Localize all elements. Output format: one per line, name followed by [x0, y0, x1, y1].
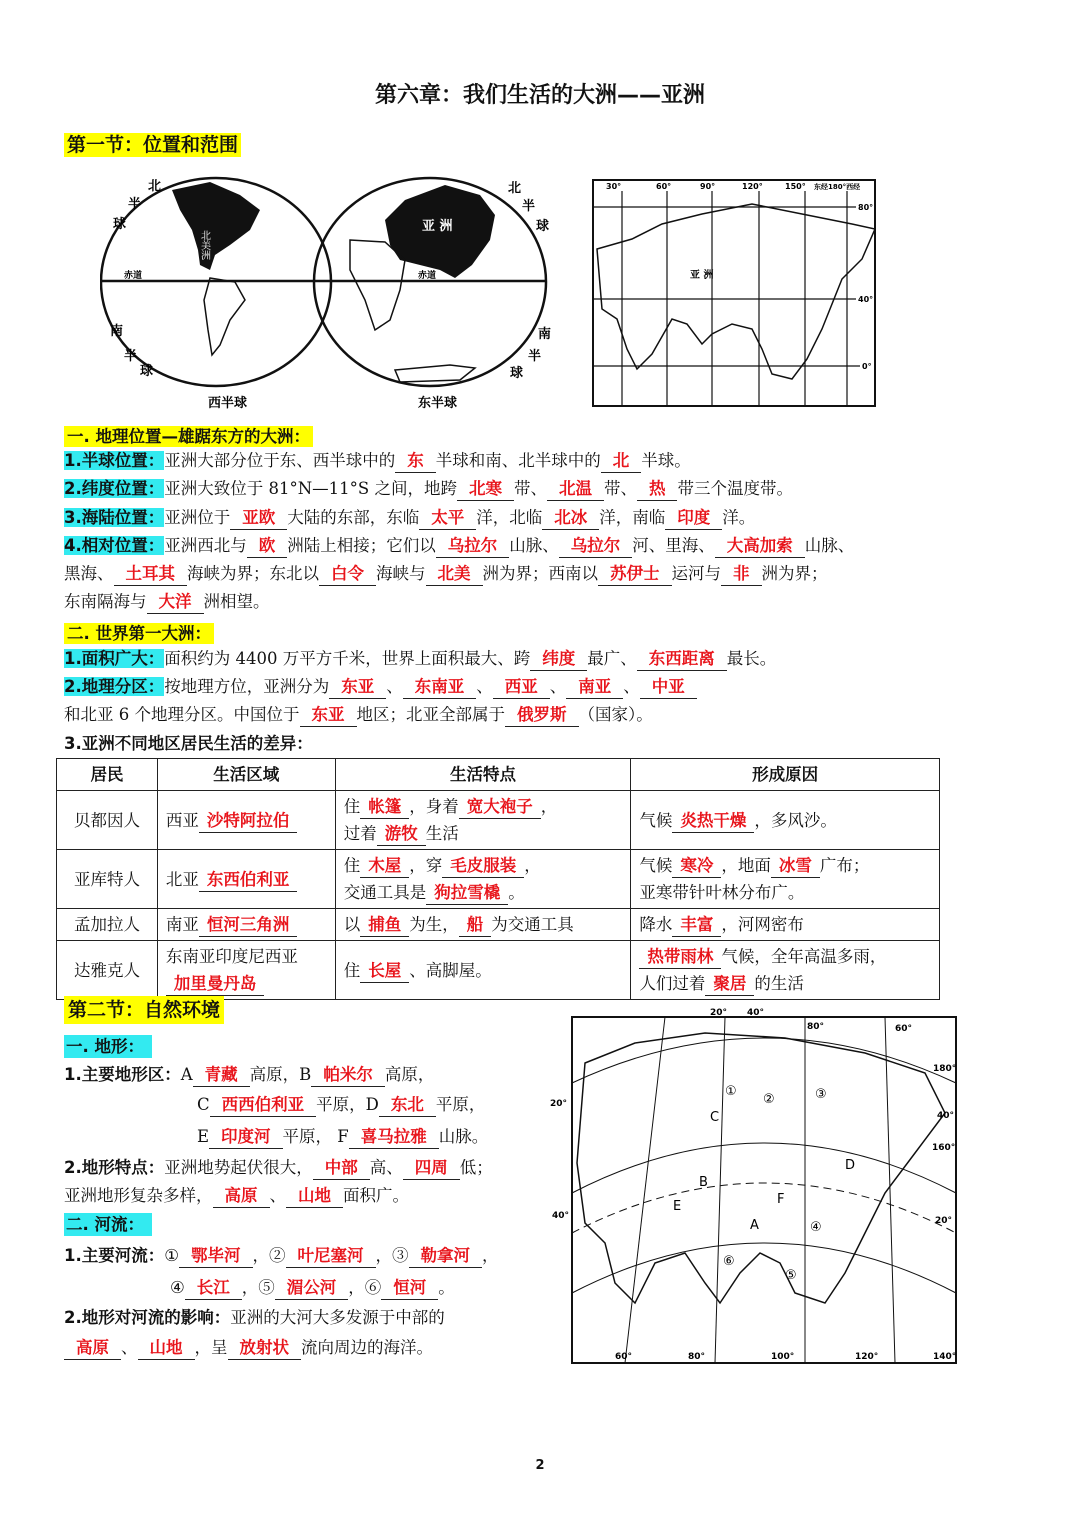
answer-blank: 欧 [247, 535, 288, 558]
grid-right-1: 40° [858, 295, 874, 304]
map-letter-c: C [710, 1110, 720, 1125]
resident-name: 贝都因人 [57, 791, 158, 850]
answer-blank: 叶尼塞河 [286, 1245, 376, 1268]
item-label: 1.主要地形区： [64, 1065, 181, 1084]
living-region [157, 850, 335, 909]
answer-blank: 印度河 [209, 1126, 283, 1149]
text: ，穿 [409, 856, 443, 875]
answer-blank: 聚居 [705, 973, 754, 996]
answer-blank: 西西伯利亚 [210, 1094, 317, 1117]
text: 、高脚屋。 [409, 960, 492, 980]
grid-right-2: 0° [862, 362, 872, 371]
map-river-6: ⑥ [723, 1254, 735, 1269]
answer-blank: 寒冷 [672, 855, 721, 878]
east-hemisphere-caption: 东半球 [418, 396, 458, 411]
answer-blank: 炎热干燥 [672, 810, 754, 833]
map-bottom-4: 140° [933, 1352, 957, 1362]
text: 、 [386, 677, 403, 696]
map-right-1: 40° [937, 1111, 955, 1121]
text-line [197, 1124, 488, 1150]
table-header-row [57, 759, 940, 791]
answer-blank: 帐篷 [360, 796, 409, 819]
text-line [64, 674, 697, 700]
text: ，身着 [409, 797, 459, 816]
grid-top-2: 90° [700, 182, 716, 191]
item-label: 2.地形特点： [64, 1158, 165, 1177]
map-bottom-3: 120° [855, 1352, 879, 1362]
answer-blank: 木屋 [360, 855, 409, 878]
table-row [57, 941, 940, 1000]
text: 、 [549, 677, 567, 696]
header-region: 生活区域 [157, 759, 335, 791]
north-hemi-e1: 北 [508, 181, 522, 196]
item-label: 1.主要河流： [64, 1246, 165, 1265]
answer-blank: 北 [601, 450, 642, 473]
answer-blank: 纬度 [530, 648, 587, 671]
text: 洋，南临 [599, 508, 666, 527]
text: 交通工具是 [343, 883, 427, 902]
answer-blank: 东北 [379, 1094, 436, 1117]
map-left-1: 40° [552, 1211, 570, 1221]
text: 半球。 [641, 451, 691, 470]
asia-terrain-map [545, 1003, 965, 1365]
text: 洲相望。 [203, 592, 270, 611]
map-river-4: ④ [810, 1220, 822, 1235]
text: 南亚 [165, 915, 199, 934]
answer-blank: 南亚 [566, 676, 623, 699]
text: 海峡为界；东北以 [187, 564, 319, 583]
answer-blank: 喜马拉雅 [349, 1126, 439, 1149]
answer-blank: 东 [395, 450, 436, 473]
map-bottom-2: 100° [771, 1352, 795, 1362]
answer-blank: 高原 [213, 1185, 270, 1208]
answer-blank: 山地 [138, 1337, 195, 1360]
text: 山脉、 [804, 536, 855, 555]
north-hemi-w3: 球 [113, 217, 127, 232]
answer-blank: 东亚 [300, 704, 357, 727]
grid-top-3: 120° [742, 182, 763, 191]
text-line [64, 1062, 434, 1088]
map-bottom-0: 60° [615, 1352, 633, 1362]
answer-blank: 游牧 [377, 823, 426, 846]
text: 低； [459, 1158, 493, 1177]
text: 洲为界；西南以 [482, 564, 598, 583]
answer-blank: 东西距离 [637, 648, 727, 671]
grid-right-0: 80° [858, 203, 874, 212]
answer-blank: 加里曼丹岛 [166, 973, 265, 996]
answer-blank: 恒河 [381, 1277, 438, 1300]
north-hemi-w2: 半 [128, 197, 142, 212]
text: 。 [508, 883, 525, 902]
resident-name: 亚库特人 [57, 850, 158, 909]
south-hemi-e2: 半 [528, 349, 542, 364]
map-river-3: ③ [815, 1087, 827, 1102]
text: 河、里海、 [632, 536, 715, 555]
text: 和北亚 6 个地理分区。中国位于 [64, 705, 300, 724]
map-right-0: 180° [933, 1064, 957, 1074]
africa-shape [350, 240, 405, 330]
answer-blank: 捕鱼 [360, 914, 409, 937]
text-line [170, 1275, 455, 1301]
text: 带、 [603, 479, 637, 498]
text: 东南亚印度尼西亚 [165, 947, 298, 966]
text: 、 [623, 677, 640, 696]
part2-heading: 二. 世界第一大洲： [64, 623, 214, 644]
text: 住 [343, 856, 361, 875]
text: 人们过着 [639, 974, 706, 993]
answer-blank: 鄂毕河 [179, 1245, 253, 1268]
text: 平原，D [316, 1095, 379, 1114]
answer-blank: 冰雪 [771, 855, 820, 878]
text-line [64, 448, 691, 474]
answer-blank: 毛皮服装 [442, 855, 524, 878]
south-hemi-e1: 南 [538, 327, 552, 342]
answer-blank: 北冰 [542, 507, 599, 530]
text: A [180, 1065, 193, 1084]
text-line [64, 505, 755, 531]
text: ，河网密布 [721, 915, 804, 934]
text: 广布； [819, 856, 870, 875]
answer-blank: 船 [459, 914, 492, 937]
text: 降水 [639, 915, 673, 934]
text: ， [482, 1246, 499, 1265]
text: 高、 [369, 1158, 403, 1177]
table-row [57, 850, 940, 909]
text-line [197, 1092, 485, 1118]
text: 气候 [639, 810, 673, 830]
text: ， [524, 856, 541, 875]
asia-map-label: 亚 洲 [690, 270, 714, 281]
text: 、 [269, 1186, 286, 1205]
text: ， [540, 797, 558, 816]
answer-blank: 长屋 [360, 960, 409, 983]
text: 运河与 [671, 564, 721, 583]
text: 气候，全年高温多雨， [721, 947, 887, 966]
text: 、 [121, 1338, 138, 1357]
north-hemi-w1: 北 [148, 179, 162, 194]
text-line [64, 702, 653, 728]
asia-label: 亚 洲 [422, 219, 453, 234]
south-hemi-w1: 南 [110, 324, 124, 339]
equator-label-west: 赤道 [124, 271, 143, 281]
text-line [64, 646, 776, 672]
text: 以 [343, 915, 361, 934]
text: 带三个温度带。 [677, 479, 793, 498]
text: 高原， [384, 1065, 435, 1084]
map-letter-f: F [777, 1192, 785, 1207]
item-label: 1.面积广大： [64, 649, 165, 668]
text: ，多风沙。 [754, 810, 837, 830]
south-america-shape [204, 278, 245, 355]
text: 。 [438, 1278, 455, 1297]
text: C [197, 1095, 210, 1114]
text: 住 [343, 797, 361, 816]
answer-blank: 太平 [419, 507, 476, 530]
text: ① [164, 1246, 180, 1265]
answer-blank: 长江 [185, 1277, 242, 1300]
map-top-1: 40° [747, 1008, 765, 1018]
text: 、 [476, 677, 493, 696]
text: ，⑤ [241, 1278, 275, 1297]
map-letter-e: E [673, 1199, 682, 1214]
terrain-heading: 一. 地形： [64, 1035, 152, 1058]
answer-blank: 东亚 [329, 676, 386, 699]
answer-blank: 宽大袍子 [459, 796, 541, 819]
answer-blank: 勒拿河 [409, 1245, 483, 1268]
text: 亚洲西北与 [164, 536, 247, 555]
item-label: 2.地理分区： [64, 677, 165, 696]
text: 亚洲地势起伏很大， [164, 1158, 313, 1177]
text-line [64, 589, 270, 615]
map-river-5: ⑤ [785, 1268, 797, 1283]
text: ，③ [375, 1246, 409, 1265]
formation-reason [631, 850, 940, 909]
text: 亚洲大致位于 81°N—11°S 之间，地跨 [164, 479, 457, 498]
item-label: 3.海陆位置： [64, 508, 165, 527]
text: ，② [252, 1246, 286, 1265]
text: 过着 [343, 824, 377, 843]
text: ，呈 [194, 1338, 228, 1357]
answer-blank: 乌拉尔 [436, 535, 510, 558]
header-life: 生活特点 [335, 759, 631, 791]
text-line [64, 476, 793, 502]
answer-blank: 北温 [547, 478, 604, 501]
text-line [64, 561, 828, 587]
answer-blank: 热 [637, 478, 678, 501]
text: 最长。 [726, 649, 777, 668]
text-line [64, 533, 854, 559]
answer-blank: 白令 [319, 563, 376, 586]
text: 洋，北临 [476, 508, 543, 527]
living-region [157, 941, 335, 1000]
text: （国家）。 [578, 705, 653, 724]
text: 生活 [425, 824, 459, 843]
living-region [157, 909, 335, 941]
text-line [64, 1183, 409, 1209]
grid-top-5: 东经180°西经 [814, 183, 861, 191]
text: 流向周边的海洋。 [301, 1338, 433, 1357]
formation-reason [631, 909, 940, 941]
life-features [335, 941, 631, 1000]
map-bottom-1: 80° [688, 1352, 706, 1362]
residents-table [56, 758, 940, 1000]
text: 平原， F [282, 1127, 349, 1146]
text: 东南隔海与 [64, 592, 147, 611]
text: 海峡与 [376, 564, 426, 583]
answer-blank: 山地 [286, 1185, 343, 1208]
text: 为交通工具 [491, 915, 574, 934]
text: 洲为界； [761, 564, 828, 583]
asia-grid-map [592, 179, 878, 408]
text: 山脉、 [509, 536, 559, 555]
text-line [64, 1155, 493, 1181]
header-reason: 形成原因 [631, 759, 940, 791]
map-river-2: ② [763, 1092, 775, 1107]
map-river-1: ① [725, 1084, 737, 1099]
text: 亚洲大部分位于东、西半球中的 [164, 451, 396, 470]
item-label: 4.相对位置： [64, 536, 165, 555]
south-hemi-w2: 半 [124, 349, 138, 364]
answer-blank: 北寒 [457, 478, 514, 501]
answer-blank: 湄公河 [275, 1277, 349, 1300]
answer-blank: 沙特阿拉伯 [199, 810, 298, 833]
north-hemi-e3: 球 [536, 219, 550, 234]
map-letter-a: A [750, 1218, 759, 1233]
text: 半球和南、北半球中的 [435, 451, 601, 470]
life-features [335, 850, 631, 909]
text-line [64, 1305, 445, 1331]
text: 洋。 [722, 508, 756, 527]
north-hemi-e2: 半 [522, 199, 536, 214]
text: 地区；北亚全部属于 [356, 705, 505, 724]
text-line [64, 1335, 433, 1361]
text: ，地面 [721, 856, 771, 875]
text: 按地理方位，亚洲分为 [164, 677, 330, 696]
item-label: 2.地形对河流的影响： [64, 1308, 231, 1327]
rivers-heading: 二. 河流： [64, 1213, 152, 1236]
west-hemisphere-caption: 西半球 [208, 396, 248, 411]
south-hemi-w3: 球 [140, 364, 154, 379]
text: ④ [170, 1278, 185, 1297]
text: ，⑥ [348, 1278, 382, 1297]
resident-name: 孟加拉人 [57, 909, 158, 941]
table-row [57, 909, 940, 941]
answer-blank: 热带雨林 [639, 946, 721, 969]
text: 带、 [513, 479, 547, 498]
answer-blank: 土耳其 [114, 563, 188, 586]
grid-top-4: 150° [785, 182, 806, 191]
answer-blank: 东西伯利亚 [199, 869, 298, 892]
text-line [64, 731, 313, 757]
map-letter-b: B [699, 1175, 708, 1190]
section1-heading: 第一节：位置和范围 [64, 133, 241, 157]
text: 亚洲地形复杂多样， [64, 1186, 213, 1205]
part1-heading: 一. 地理位置—雄踞东方的大洲： [64, 426, 313, 447]
map-right-2: 160° [932, 1143, 956, 1153]
text: E [197, 1127, 210, 1146]
text: 北亚 [165, 869, 199, 889]
text: 气候 [639, 856, 673, 875]
text: 亚洲的大河大多发源于中部的 [230, 1308, 445, 1327]
answer-blank: 中部 [313, 1157, 370, 1180]
text: 面积广。 [343, 1186, 409, 1205]
equator-label-east: 赤道 [418, 271, 437, 281]
text: 亚洲位于 [164, 508, 231, 527]
answer-blank: 大高加索 [715, 535, 805, 558]
item-label: 3.亚洲不同地区居民生活的差异： [64, 734, 313, 753]
text: 平原， [435, 1095, 486, 1114]
answer-blank: 四周 [403, 1157, 460, 1180]
map-left-0: 20° [550, 1099, 568, 1109]
answer-blank: 高原 [64, 1337, 121, 1360]
text: 的生活 [754, 974, 804, 993]
answer-blank: 丰富 [672, 914, 721, 937]
text: 山脉。 [438, 1127, 489, 1146]
page-title: 第六章：我们生活的大洲——亚洲 [374, 83, 705, 108]
text: 面积约为 4400 万平方千米，世界上面积最大、跨 [164, 649, 531, 668]
answer-blank: 放射状 [228, 1337, 302, 1360]
map-letter-d: D [845, 1158, 856, 1173]
resident-name: 达雅克人 [57, 941, 158, 1000]
item-label: 2.纬度位置： [64, 479, 165, 498]
answer-blank: 东南亚 [403, 676, 477, 699]
grid-top-1: 60° [656, 182, 672, 191]
text: 西亚 [165, 810, 199, 830]
answer-blank: 青藏 [193, 1064, 250, 1087]
map-top-2: 60° [895, 1024, 913, 1034]
text: 亚寒带针叶林分布广。 [639, 883, 805, 902]
text: 大陆的东部，东临 [287, 508, 420, 527]
table-row [57, 791, 940, 850]
text: 黑海、 [64, 564, 114, 583]
life-features [335, 909, 631, 941]
north-america-label: 北美洲 [198, 230, 210, 260]
grid-top-0: 30° [606, 182, 622, 191]
text: 洲陆上相接；它们以 [287, 536, 436, 555]
answer-blank: 非 [721, 563, 762, 586]
map-top-0: 20° [710, 1008, 728, 1018]
text: 高原，B [249, 1065, 312, 1084]
answer-blank: 帕米尔 [311, 1064, 385, 1087]
map-right-3: 20° [935, 1216, 953, 1226]
header-residents: 居民 [57, 759, 158, 791]
formation-reason [631, 791, 940, 850]
south-hemi-e3: 球 [510, 366, 524, 381]
text: 为生， [409, 915, 459, 934]
answer-blank: 中亚 [640, 676, 697, 699]
living-region [157, 791, 335, 850]
text-line [64, 1243, 499, 1269]
life-features [335, 791, 631, 850]
answer-blank: 俄罗斯 [505, 704, 579, 727]
formation-reason [631, 941, 940, 1000]
text: 住 [343, 960, 361, 980]
text: 最广、 [587, 649, 637, 668]
section2-heading: 第二节：自然环境 [64, 996, 224, 1024]
answer-blank: 大洋 [147, 591, 204, 614]
item-label: 1.半球位置： [64, 451, 165, 470]
answer-blank: 印度 [665, 507, 722, 530]
answer-blank: 亚欧 [230, 507, 287, 530]
answer-blank: 狗拉雪橇 [426, 882, 508, 905]
answer-blank: 西亚 [493, 676, 550, 699]
north-america-shape [172, 182, 260, 270]
answer-blank: 苏伊士 [598, 563, 672, 586]
hemispheres-map [100, 170, 560, 415]
answer-blank: 北美 [426, 563, 483, 586]
page-number: 2 [535, 1458, 545, 1473]
antarctica-shape [395, 365, 475, 382]
answer-blank: 乌拉尔 [559, 535, 633, 558]
answer-blank: 恒河三角洲 [199, 914, 298, 937]
map-top-3: 80° [807, 1022, 825, 1032]
